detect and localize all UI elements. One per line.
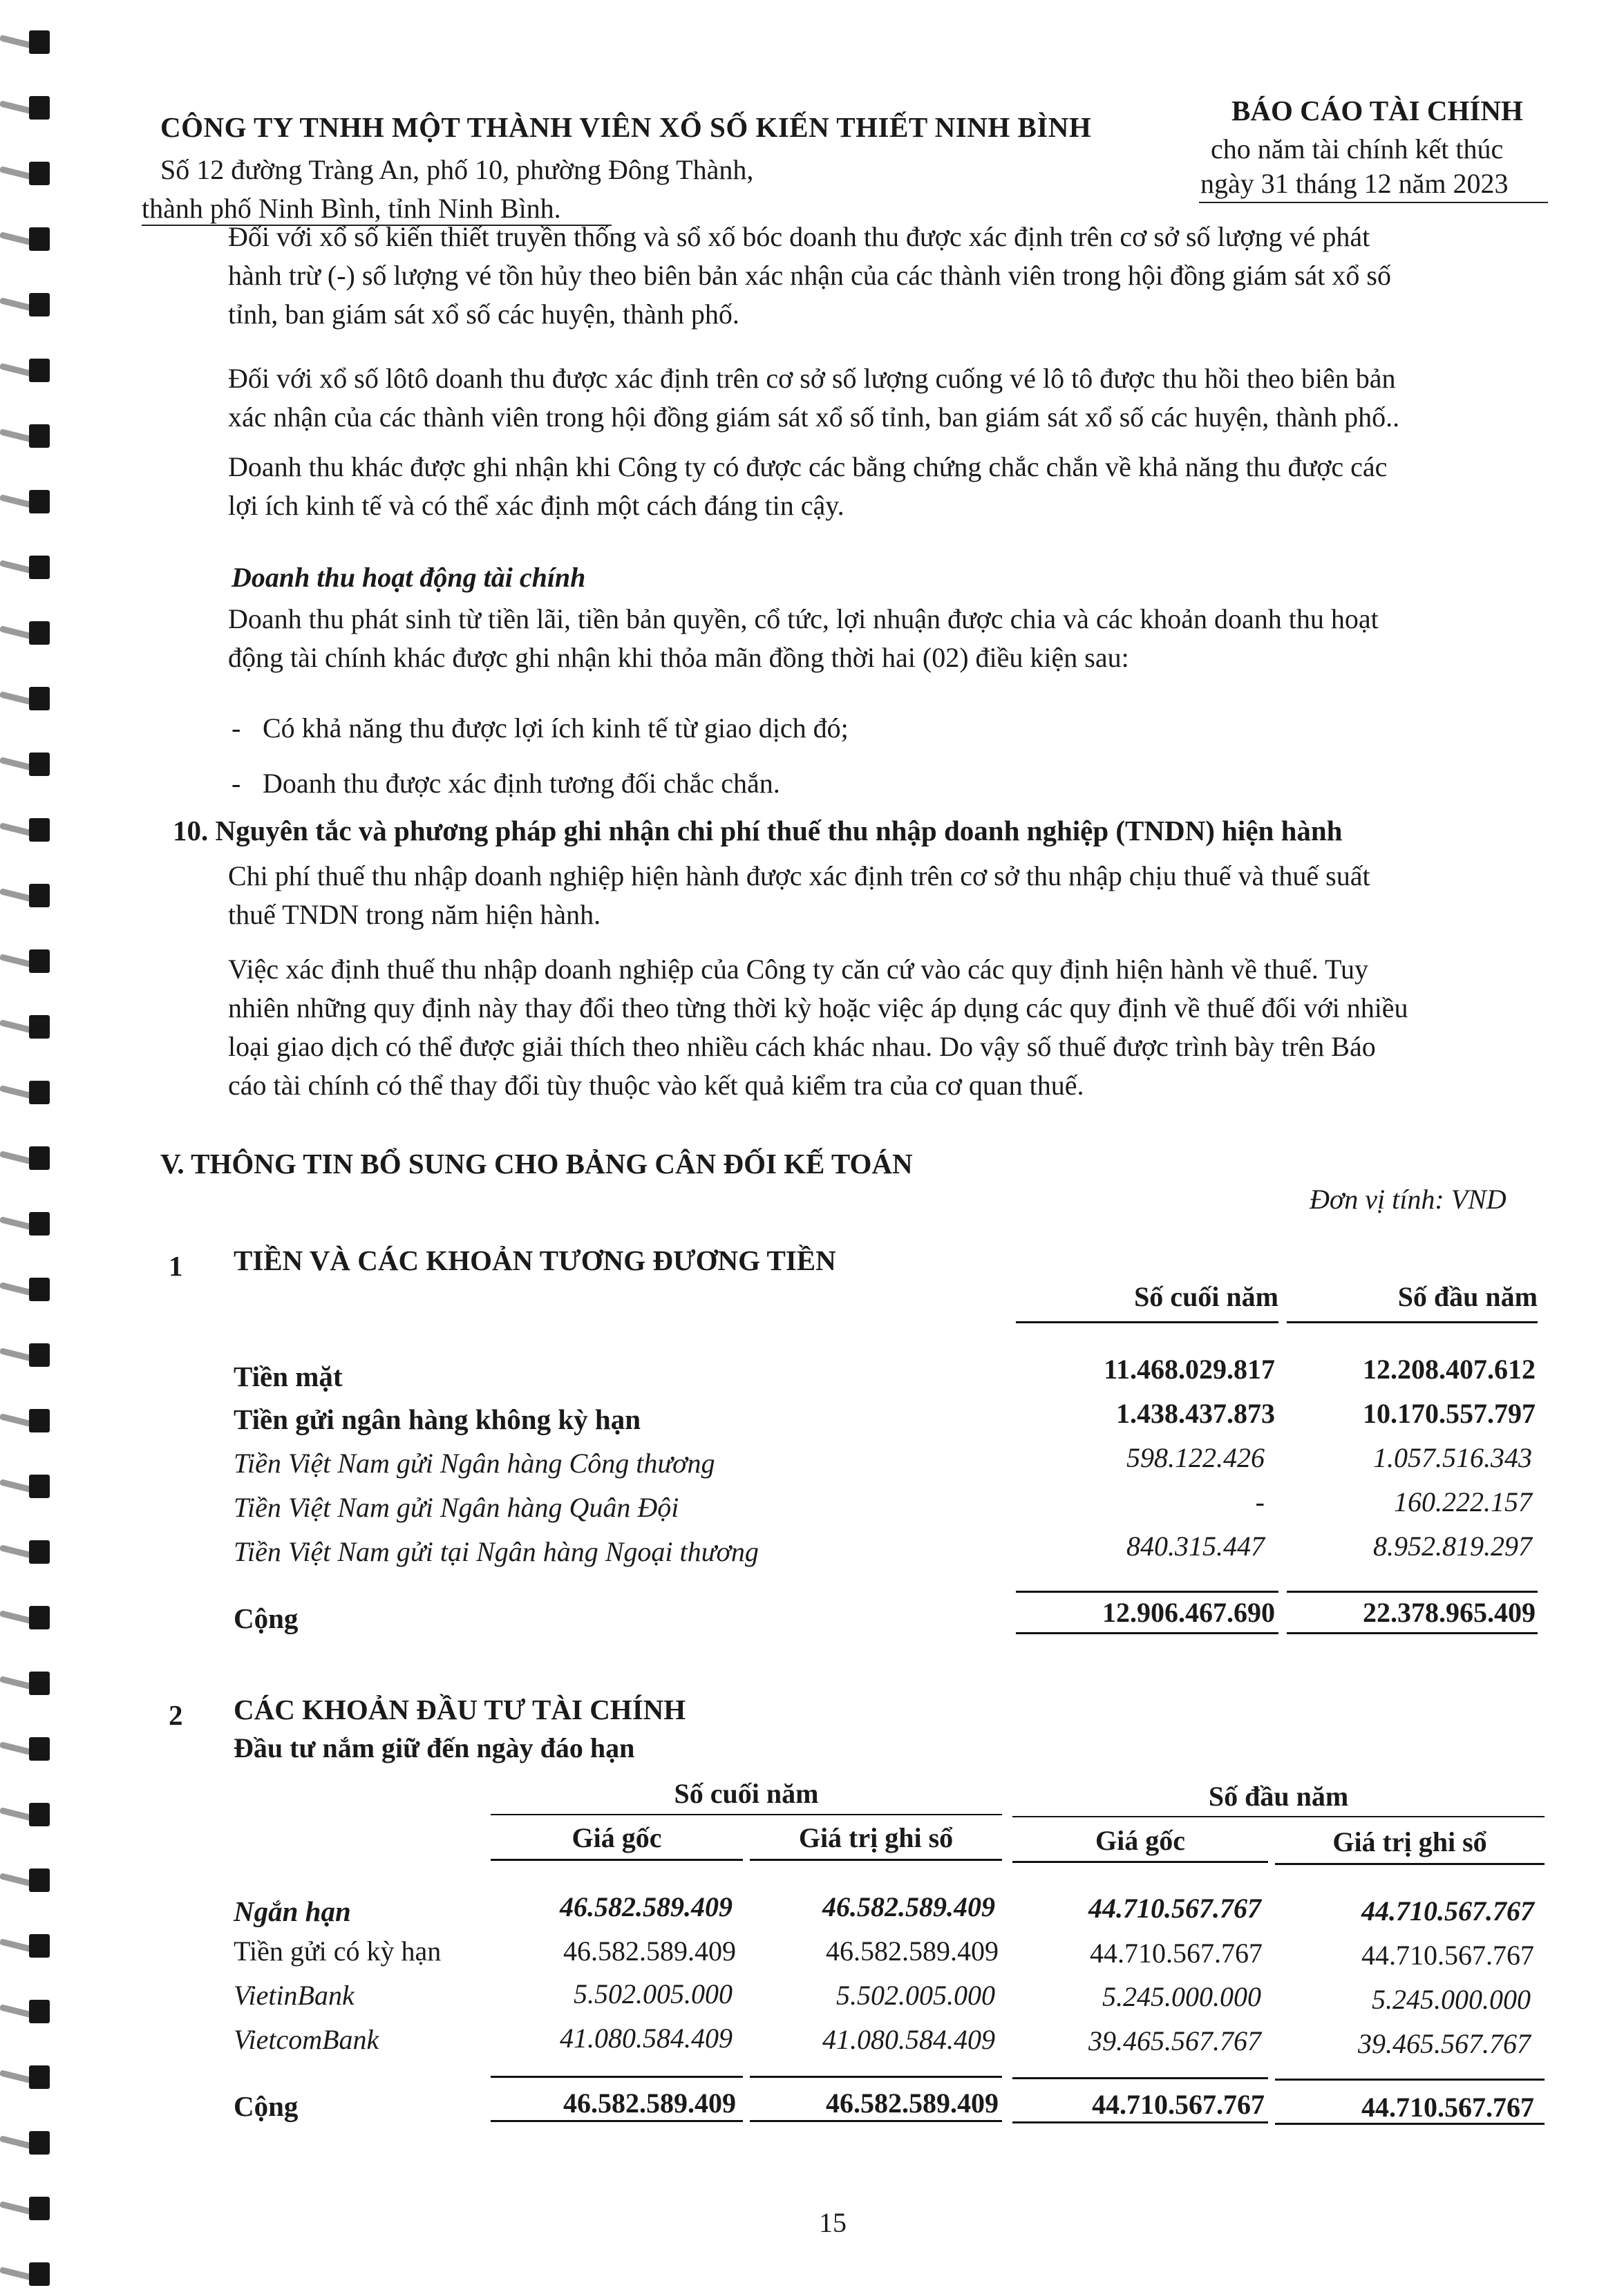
- table2-group-beginning-of-year: Số đầu năm: [1208, 1781, 1349, 1812]
- text-line: thuế TNDN trong năm hiện hành.: [228, 899, 601, 930]
- company-name: CÔNG TY TNHH MỘT THÀNH VIÊN XỔ SỐ KIẾN THIẾT NINH BÌNH: [160, 111, 1092, 143]
- table2-total-rule: [1275, 2079, 1545, 2081]
- table1-col-beginning-of-year: Số đầu năm: [1397, 1281, 1538, 1312]
- table2-total-cell: 44.710.567.767: [1092, 2089, 1265, 2120]
- paragraph-traditional-lottery: [228, 218, 1541, 334]
- table1-number: 1: [169, 1250, 183, 1282]
- text-line: Chi phí thuế thu nhập doanh nghiệp hiện hành được xác định trên cơ sở thu nhập chịu thuế và thuế suất: [228, 860, 1370, 891]
- binding-ring: [0, 2194, 51, 2224]
- binding-ring: [0, 2260, 51, 2290]
- binding-ring: [0, 2063, 51, 2093]
- bullet-marker: -: [232, 712, 241, 744]
- section-10-title: 10. Nguyên tắc và phương pháp ghi nhận chi phí thuế thu nhập doanh nghiệp (TNDN) hiện hành: [173, 815, 1343, 846]
- table2-col-cost: Giá gốc: [1095, 1825, 1185, 1856]
- binding-ring: [0, 1734, 51, 1765]
- paragraph-tax-determination: [228, 950, 1541, 1105]
- binding-ring: [0, 947, 51, 977]
- binding-ring: [0, 356, 51, 386]
- spiral-binding: [0, 0, 62, 2280]
- table2-cell: 5.502.005.000: [836, 1980, 995, 2011]
- table2-cell: 44.710.567.767: [1090, 1938, 1263, 1969]
- sub-heading-financial-revenue: Doanh thu hoạt động tài chính: [232, 562, 586, 593]
- text-line: Việc xác định thuế thu nhập doanh nghiệp của Công ty căn cứ vào các quy định hiện hành về thuế. Tuy: [228, 954, 1368, 985]
- table2-cell: 46.582.589.409: [563, 1936, 736, 1967]
- table1-total-underline: [1287, 1632, 1538, 1634]
- table1-cell-end: 598.122.426: [1126, 1442, 1265, 1473]
- bullet-marker: -: [232, 768, 241, 799]
- table2-total-rule: [491, 2076, 743, 2078]
- table2-cell: 5.502.005.000: [574, 1978, 733, 2009]
- text-line: nhiên những quy định này thay đổi theo từng thời kỳ hoặc việc áp dụng các quy định về thuế đối với nhiều: [228, 992, 1408, 1023]
- binding-ring: [0, 1866, 51, 1896]
- table1-cell-begin: 10.170.557.797: [1363, 1398, 1536, 1429]
- binding-ring: [0, 618, 51, 649]
- table2-row-label: VietinBank: [234, 1980, 355, 2011]
- table2-total-underline: [750, 2120, 1002, 2122]
- table1-total-begin: 22.378.965.409: [1363, 1597, 1536, 1628]
- text-line: Doanh thu phát sinh từ tiền lãi, tiền bản quyền, cổ tức, lợi nhuận được chia và các khoản doanh thu hoạt: [228, 603, 1379, 634]
- text-line: tỉnh, ban giám sát xổ số các huyện, thành phố.: [228, 299, 739, 330]
- text-line: lợi ích kinh tế và có thể xác định một cách đáng tin cậy.: [228, 490, 844, 521]
- table2-subtitle: Đầu tư nắm giữ đến ngày đáo hạn: [234, 1732, 635, 1763]
- text-line: hành trừ (-) số lượng vé tồn hủy theo biên bản xác nhận của các thành viên trong hội đồng giám sát xổ số: [228, 260, 1391, 291]
- table1-row-label: Tiền Việt Nam gửi tại Ngân hàng Ngoại thương: [234, 1536, 759, 1567]
- table1-total-rule: [1287, 1591, 1538, 1593]
- table1-total-label: Cộng: [234, 1602, 299, 1634]
- table1-row-label: Tiền Việt Nam gửi Ngân hàng Quân Đội: [234, 1492, 679, 1523]
- table2-total-rule: [1012, 2077, 1268, 2079]
- paragraph-loto-lottery: [228, 359, 1541, 437]
- report-title: BÁO CÁO TÀI CHÍNH: [1231, 95, 1523, 126]
- table2-total-cell: 44.710.567.767: [1361, 2092, 1534, 2123]
- table2-header-rule: [1275, 1863, 1545, 1865]
- binding-ring: [0, 1669, 51, 1699]
- table2-total-underline: [491, 2120, 743, 2122]
- company-address-line-1: Số 12 đường Tràng An, phố 10, phường Đông Thành,: [160, 154, 754, 185]
- table1-header-rule: [1287, 1321, 1538, 1323]
- table2-total-cell: 46.582.589.409: [563, 2088, 736, 2119]
- binding-ring: [0, 1209, 51, 1240]
- table2-group-rule: [1012, 1816, 1545, 1817]
- bullet-item: Có khả năng thu được lợi ích kinh tế từ giao dịch đó;: [263, 712, 849, 744]
- table1-cell-end: 11.468.029.817: [1104, 1354, 1275, 1385]
- table2-cell: 41.080.584.409: [822, 2024, 995, 2055]
- table1-cell-end: 840.315.447: [1126, 1531, 1265, 1562]
- table1-cell-begin: 1.057.516.343: [1373, 1442, 1532, 1473]
- binding-ring: [0, 1800, 51, 1830]
- table1-cell-end: -: [1255, 1486, 1265, 1517]
- text-line: Đối với xổ số lôtô doanh thu được xác định trên cơ sở số lượng cuống vé lô tô được thu hồi theo biên bản: [228, 363, 1396, 394]
- table2-total-underline: [1012, 2121, 1268, 2123]
- table2-total-rule: [750, 2076, 1002, 2078]
- report-period-line-2: ngày 31 tháng 12 năm 2023: [1200, 168, 1509, 199]
- table2-group-rule: [491, 1814, 1002, 1815]
- table2-header-rule: [1012, 1861, 1268, 1863]
- paragraph-financial-revenue: [228, 600, 1541, 677]
- table2-col-book-value: Giá trị ghi sổ: [1332, 1826, 1487, 1857]
- paragraph-current-cit: [228, 857, 1541, 934]
- section-v-title: V. THÔNG TIN BỔ SUNG CHO BẢNG CÂN ĐỐI KẾ TOÁN: [160, 1148, 913, 1180]
- table2-row-label: Tiền gửi có kỳ hạn: [234, 1936, 442, 1967]
- table2-cell: 5.245.000.000: [1102, 1981, 1261, 2012]
- binding-ring: [0, 1603, 51, 1634]
- text-line: loại giao dịch có thể được giải thích theo nhiều cách khác nhau. Do vậy số thuế được trình bày trên Báo: [228, 1031, 1376, 1062]
- table1-row-label: Tiền Việt Nam gửi Ngân hàng Công thương: [234, 1448, 715, 1479]
- text-line: xác nhận của các thành viên trong hội đồng giám sát xổ số tỉnh, ban giám sát xổ số các huyện, thành phố..: [228, 401, 1400, 433]
- binding-ring: [0, 881, 51, 911]
- table1-total-rule: [1016, 1591, 1278, 1593]
- binding-ring: [0, 422, 51, 452]
- binding-ring: [0, 1341, 51, 1371]
- binding-ring: [0, 93, 51, 124]
- table2-row-label: Ngắn hạn: [234, 1895, 351, 1927]
- table1-cell-begin: 160.222.157: [1394, 1486, 1532, 1517]
- binding-ring: [0, 553, 51, 583]
- table2-cell: 46.582.589.409: [822, 1891, 995, 1922]
- binding-ring: [0, 159, 51, 189]
- table2-cell: 44.710.567.767: [1088, 1893, 1261, 1924]
- table2-header-rule: [750, 1859, 1002, 1861]
- bullet-item: Doanh thu được xác định tương đối chắc chắn.: [263, 768, 780, 799]
- company-address-line-2: thành phố Ninh Bình, tỉnh Ninh Bình.: [142, 193, 561, 224]
- table2-cell: 5.245.000.000: [1372, 1984, 1531, 2015]
- table2-col-cost: Giá gốc: [572, 1822, 662, 1853]
- table2-number: 2: [169, 1699, 183, 1731]
- table2-title: CÁC KHOẢN ĐẦU TƯ TÀI CHÍNH: [234, 1694, 686, 1725]
- header-rule-right: [1199, 202, 1548, 203]
- binding-ring: [0, 1997, 51, 2027]
- table1-header-rule: [1016, 1321, 1278, 1323]
- text-line: cáo tài chính có thể thay đổi tùy thuộc vào kết quả kiểm tra của cơ quan thuế.: [228, 1070, 1084, 1101]
- table2-row-label: VietcomBank: [234, 2024, 379, 2055]
- table2-col-book-value: Giá trị ghi sổ: [798, 1822, 954, 1853]
- binding-ring: [0, 815, 51, 846]
- table2-total-label: Cộng: [234, 2090, 299, 2122]
- text-line: Đối với xổ số kiến thiết truyền thống và sổ xố bóc doanh thu được xác định trên cơ sở số lượng vé phát: [228, 221, 1370, 252]
- binding-ring: [0, 290, 51, 321]
- table1-cell-begin: 8.952.819.297: [1373, 1531, 1532, 1562]
- table2-cell: 41.080.584.409: [560, 2023, 733, 2054]
- binding-ring: [0, 1012, 51, 1043]
- binding-ring: [0, 1144, 51, 1174]
- table1-title: TIỀN VÀ CÁC KHOẢN TƯƠNG ĐƯƠNG TIỀN: [234, 1245, 836, 1276]
- table2-cell: 46.582.589.409: [560, 1891, 733, 1922]
- table2-total-underline: [1275, 2123, 1545, 2125]
- table2-cell: 46.582.589.409: [826, 1936, 999, 1967]
- table2-total-cell: 46.582.589.409: [826, 2088, 999, 2119]
- binding-ring: [0, 750, 51, 780]
- table1-total-underline: [1016, 1632, 1278, 1634]
- binding-ring: [0, 1472, 51, 1502]
- binding-ring: [0, 1406, 51, 1437]
- binding-ring: [0, 1931, 51, 1962]
- text-line: Doanh thu khác được ghi nhận khi Công ty có được các bằng chứng chắc chắn về khả năng thu được các: [228, 451, 1388, 482]
- binding-ring: [0, 487, 51, 518]
- report-period-line-1: cho năm tài chính kết thúc: [1211, 133, 1504, 164]
- table1-total-end: 12.906.467.690: [1102, 1597, 1275, 1628]
- table1-cell-begin: 12.208.407.612: [1363, 1354, 1536, 1385]
- table1-row-label: Tiền gửi ngân hàng không kỳ hạn: [234, 1403, 641, 1435]
- table2-cell: 44.710.567.767: [1361, 1895, 1534, 1927]
- binding-ring: [0, 1078, 51, 1108]
- table2-cell: 44.710.567.767: [1361, 1940, 1534, 1971]
- binding-ring: [0, 684, 51, 715]
- binding-ring: [0, 1275, 51, 1305]
- table2-cell: 39.465.567.767: [1088, 2025, 1261, 2056]
- binding-ring: [0, 28, 51, 58]
- table2-group-end-of-year: Số cuối năm: [674, 1778, 819, 1809]
- currency-unit-note: Đơn vị tính: VND: [1310, 1184, 1507, 1215]
- text-line: động tài chính khác được ghi nhận khi thỏa mãn đồng thời hai (02) điều kiện sau:: [228, 642, 1129, 673]
- table1-col-end-of-year: Số cuối năm: [1134, 1281, 1278, 1312]
- table1-row-label: Tiền mặt: [234, 1361, 343, 1392]
- table2-header-rule: [491, 1859, 743, 1861]
- binding-ring: [0, 2128, 51, 2159]
- paragraph-other-revenue: [228, 448, 1541, 525]
- table1-cell-end: 1.438.437.873: [1116, 1398, 1275, 1429]
- binding-ring: [0, 1537, 51, 1568]
- table2-cell: 39.465.567.767: [1358, 2028, 1531, 2059]
- page-number: 15: [819, 2207, 847, 2238]
- binding-ring: [0, 225, 51, 255]
